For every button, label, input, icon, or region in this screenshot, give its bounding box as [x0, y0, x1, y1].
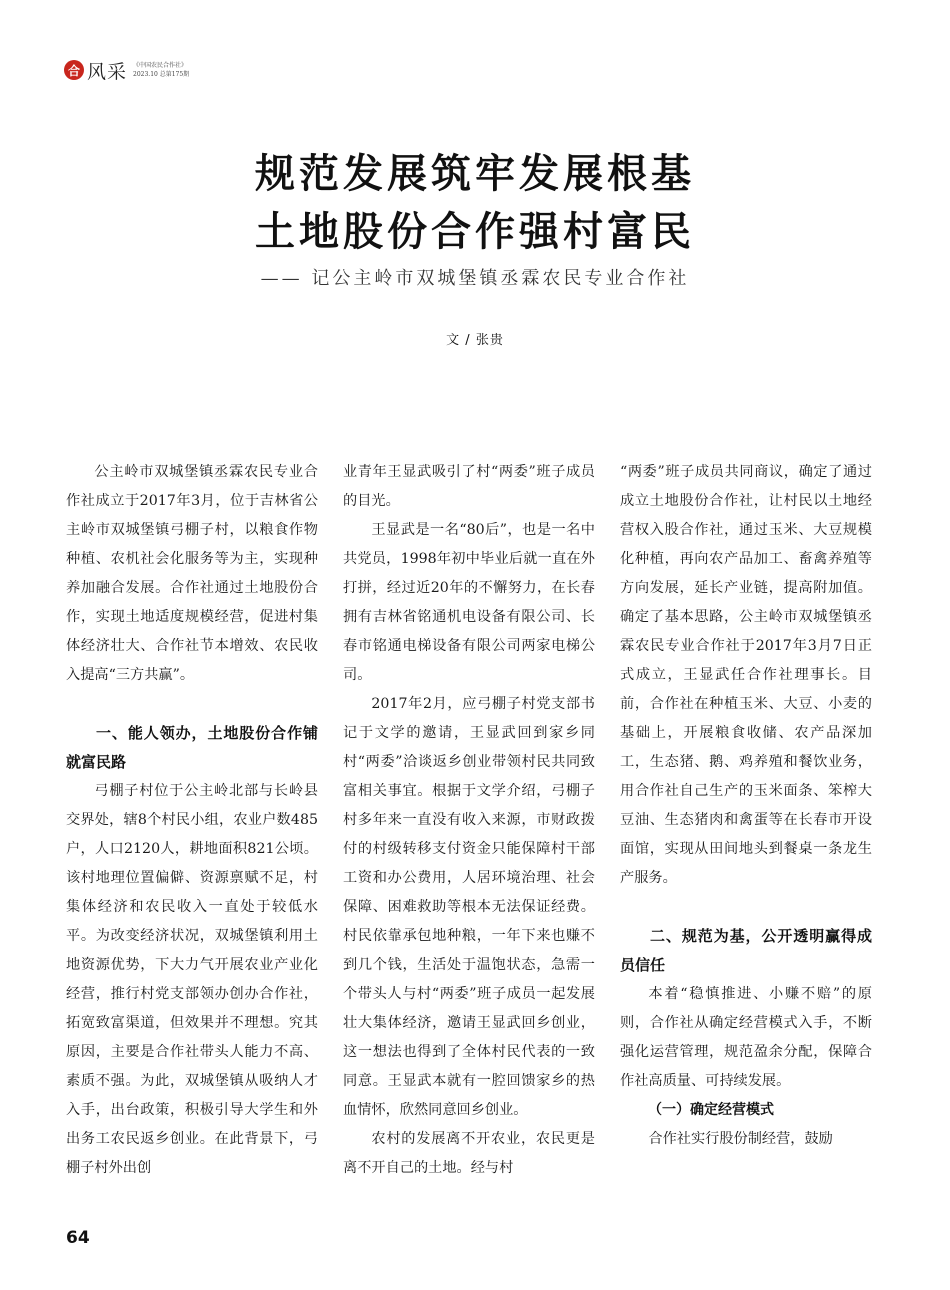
article-title-line-1: 规范发展筑牢发展根基 [255, 151, 695, 197]
magazine-header [64, 56, 189, 84]
paragraph: 本着“稳慎推进、小赚不赔”的原则，合作社从确定经营模式入手，不断强化运营管理，规范盈余分配，保障合作社高质量、可持续发展。 [620, 986, 872, 1089]
text-column-2 [343, 458, 595, 1183]
subsection-heading: （一）确定经营模式 [648, 1102, 774, 1118]
magazine-info [133, 61, 189, 79]
byline: 文 / 张贵 [446, 333, 504, 348]
section-heading: 一、能人领办，土地股份合作铺就富民路 [66, 724, 318, 771]
issue-label: 2023.10 总第175期 [133, 71, 190, 78]
paragraph: 合作社实行股份制经营，鼓励 [648, 1131, 833, 1147]
paragraph-continued: 业青年王显武吸引了村“两委”班子成员的目光。 [343, 464, 595, 509]
paragraph: 公主岭市双城堡镇丞霖农民专业合作社成立于2017年3月，位于吉林省公主岭市双城堡镇弓棚子村，以粮食作物种植、农机社会化服务等为主，实现种养加融合发展。合作社通过土地股份合作，实现土地适度规模经营，促进村集体经济壮大、合作社节本增效、农民收入提高“三方共赢”。 [66, 464, 318, 683]
paragraph-continued: “两委”班子成员共同商议，确定了通过成立土地股份合作社，让村民以土地经营权入股合作社，通过玉米、大豆规模化种植，再向农产品加工、畜禽养殖等方向发展，延长产业链，提高附加值。确定了基本思路，公主岭市双城堡镇丞霖农民专业合作社于2017年3月7日正式成立，王显武任合作社理事长。目前，合作社在种植玉米、大豆、小麦的基础上，开展粮食收储、农产品深加工，生态猪、鹅、鸡养殖和餐饮业务，用合作社自己生产的玉米面条、笨榨大豆油、生态猪肉和禽蛋等在长春市开设面馆，实现从田间地头到餐桌一条龙生产服务。 [620, 464, 872, 886]
magazine-name: 《中国农民合作社》 [133, 62, 188, 69]
paragraph: 弓棚子村位于公主岭北部与长岭县交界处，辖8个村民小组，农业户数485户，人口2120人，耕地面积821公顷。该村地理位置偏僻、资源禀赋不足，村集体经济和农民收入一直处于较低水平。为改变经济状况，双城堡镇利用土地资源优势，下大力气开展农业产业化经营，推行村党支部领办创办合作社，拓宽致富渠道，但效果并不理想。究其原因，主要是合作社带头人能力不高、素质不强。为此，双城堡镇从吸纳人才入手，出台政策，积极引导大学生和外出务工农民返乡创业。在此背景下，弓棚子村外出创 [66, 783, 318, 1176]
article-title-line-2: 土地股份合作强村富民 [255, 209, 695, 255]
paragraph: 王显武是一名“80后”，也是一名中共党员，1998年初中毕业后就一直在外打拼，经过近20年的不懈努力，在长春拥有吉林省铭通机电设备有限公司、长春市铭通电梯设备有限公司两家电梯公司。 [343, 522, 595, 683]
column-name: 风采 [87, 60, 128, 83]
text-column-3 [620, 458, 872, 1154]
page-number: 64 [66, 1228, 90, 1248]
cooperative-logo-icon: 合 [64, 60, 84, 80]
text-column-1 [66, 458, 318, 1183]
article-subtitle: —— 记公主岭市双城堡镇丞霖农民专业合作社 [260, 268, 690, 289]
paragraph: 2017年2月，应弓棚子村党支部书记于文学的邀请，王显武回到家乡同村“两委”洽谈返乡创业带领村民共同致富相关事宜。根据于文学介绍，弓棚子村多年来一直没有收入来源，市财政拨付的村级转移支付资金只能保障村干部工资和办公费用，人居环境治理、社会保障、困难救助等根本无法保证经费。村民依靠承包地种粮，一年下来也赚不到几个钱，生活处于温饱状态，急需一个带头人与村“两委”班子成员一起发展壮大集体经济，邀请王显武回乡创业，这一想法也得到了全体村民代表的一致同意。王显武本就有一腔回馈家乡的热血情怀，欣然同意回乡创业。 [343, 696, 595, 1118]
section-heading: 二、规范为基，公开透明赢得成员信任 [620, 927, 872, 974]
paragraph: 农村的发展离不开农业，农民更是离不开自己的土地。经与村 [343, 1131, 595, 1176]
